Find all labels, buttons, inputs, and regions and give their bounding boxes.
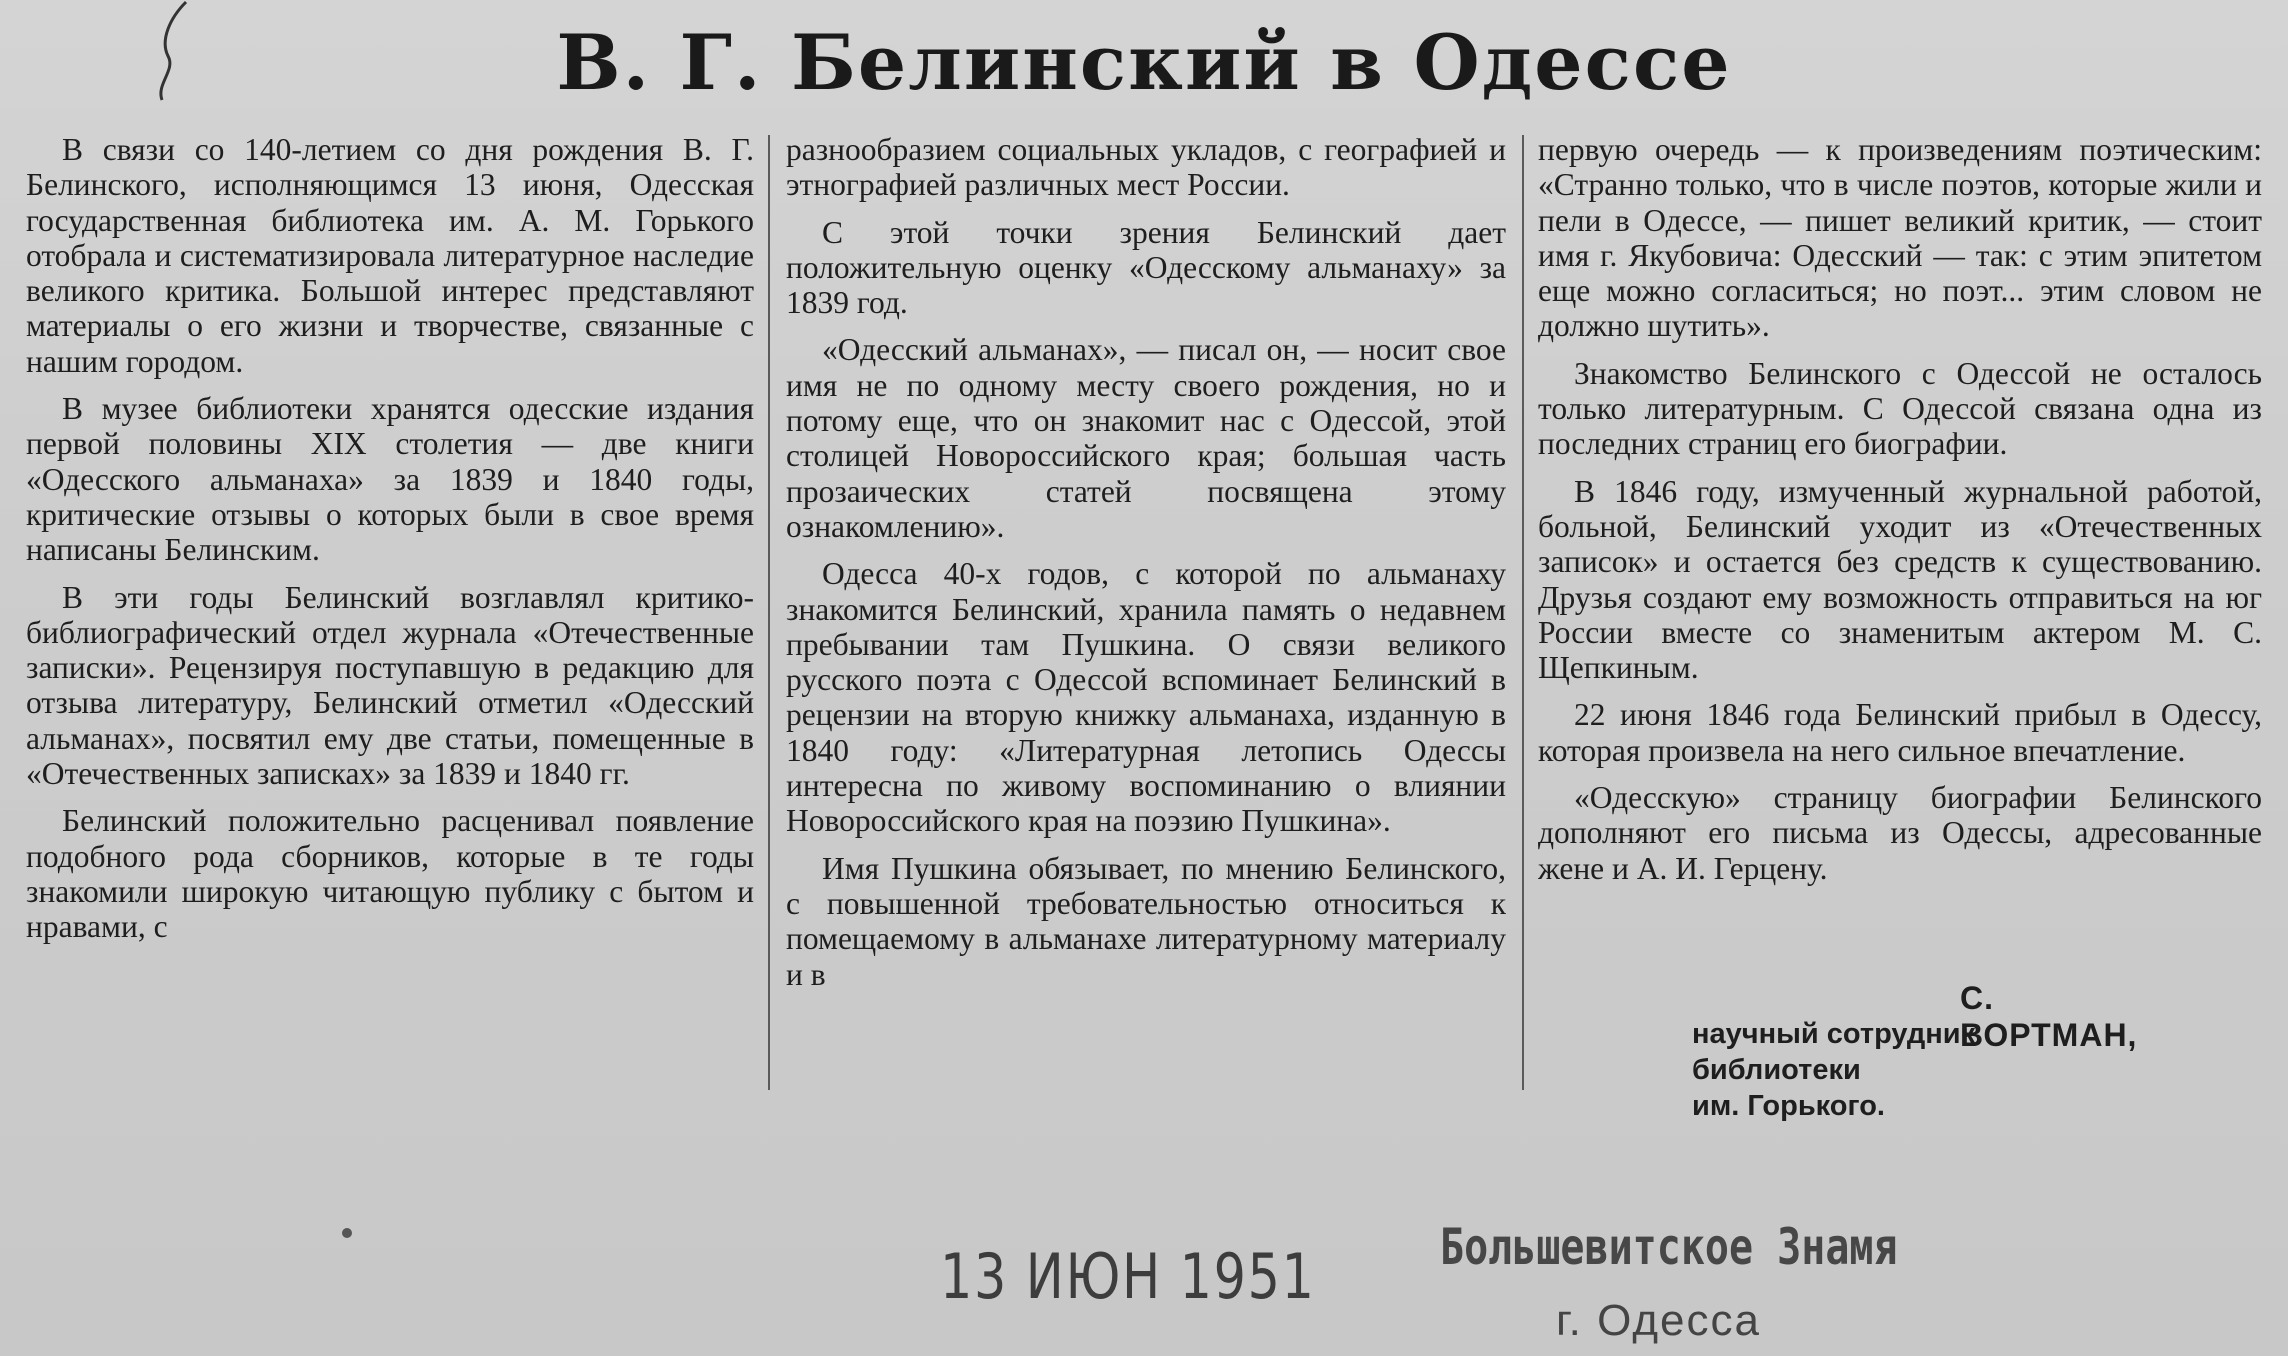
ink-spot [342,1228,352,1238]
paragraph: Имя Пушкина обязывает, по мнению Белинского, с повышенной требовательностью относиться к помещаемому в альманахе литературному материалу и в [786,850,1506,992]
paragraph: первую очередь — к произведениям поэтическим: «Странно только, что в числе поэтов, которые жили и пели в Одессе, — пишет великий критик, — стоит имя г. Якубовича: Одесский — так: с этим эпитетом еще можно согласиться; но поэт... этим словом не должно шутить». [1538,132,2262,344]
paragraph: «Одесский альманах», — писал он, — носит свое имя не по одному месту своего рождения, но и потому еще, что он знакомит нас с Одессой, этой столицей Новороссийского края; большая часть прозаических статей посвящена этому ознакомлению». [786,332,1506,544]
paragraph: Одесса 40-х годов, с которой по альманаху знакомится Белинский, хранила память о недавнем пребывании там Пушкина. О связи великого русского поэта с Одессой вспоминает Белинский в рецензии на вторую книжку альманаха, изданную в 1840 году: «Литературная летопись Одессы интересна по живому воспоминанию о влиянии Новороссийского края на поэзию Пушкина». [786,556,1506,839]
paragraph: В 1846 году, измученный журнальной работой, больной, Белинский уходит из «Отечественных записок» и остается без средств к существованию. Друзья создают ему возможность отправиться на юг России вместе со знаменитым актером М. С. Щепкиным. [1538,473,2262,686]
paragraph: «Одесскую» страницу биографии Белинского дополняют его письма из Одессы, адресованные жене и А. И. Герцену. [1538,780,2262,886]
paragraph: С этой точки зрения Белинский дает положительную оценку «Одесскому альманаху» за 1839 год. [786,214,1506,321]
city-stamp: г. Одесса [1556,1296,1761,1345]
date-stamp: 13 ИЮН 1951 [940,1240,1316,1313]
paragraph: 22 июня 1846 года Белинский прибыл в Одессу, которая произвела на него сильное впечатление. [1538,697,2262,768]
paragraph: В музее библиотеки хранятся одесские издания первой половины XIX столетия — две книги «Одесского альманаха» за 1839 и 1840 годы, критические отзывы о которых были в свое время написаны Белинским. [26,391,754,568]
author-position-line: научный сотрудник библиотеки [1692,1018,1976,1086]
paragraph: разнообразием социальных укладов, с географией и этнографией различных мест России. [786,132,1506,203]
column-divider [1522,135,1524,1090]
paragraph: В эти годы Белинский возглавлял критико-библиографический отдел журнала «Отечественные записки». Рецензируя поступавшую в редакцию для отзыва литературу, Белинский отметил «Одесский альманах», посвятил ему две статьи, помещенные в «Отечественных записках» за 1839 и 1840 гг. [26,579,754,792]
paragraph: Белинский положительно расценивал появление подобного рода сборников, которые в те годы знакомили широкую читающую публику с бытом и нравами, с [26,803,754,945]
article-column-2 [786,132,1506,1088]
paragraph: В связи со 140-летием со дня рождения В. Г. Белинского, исполняющимся 13 июня, Одесская государственная библиотека им. А. М. Горького отобрала и систематизировала литературное наследие великого критика. Большой интерес представляют материалы о его жизни и творчестве, связанные с нашим городом. [26,132,754,379]
article-column-3 [1538,132,2262,1088]
article-column-1 [26,132,754,1088]
author-name: С. ВОРТМАН, [1960,980,2138,1053]
paragraph: Знакомство Белинского с Одессой не осталось только литературным. С Одессой связана одна из последних страниц его биографии. [1538,355,2262,462]
author-position [1692,1016,2142,1124]
article-title: В. Г. Белинский в Одессе [556,18,1732,107]
newspaper-name-stamp: Большевитское Знамя [1440,1218,1898,1276]
author-position-line: им. Горького. [1692,1090,1885,1122]
column-divider [768,135,770,1090]
